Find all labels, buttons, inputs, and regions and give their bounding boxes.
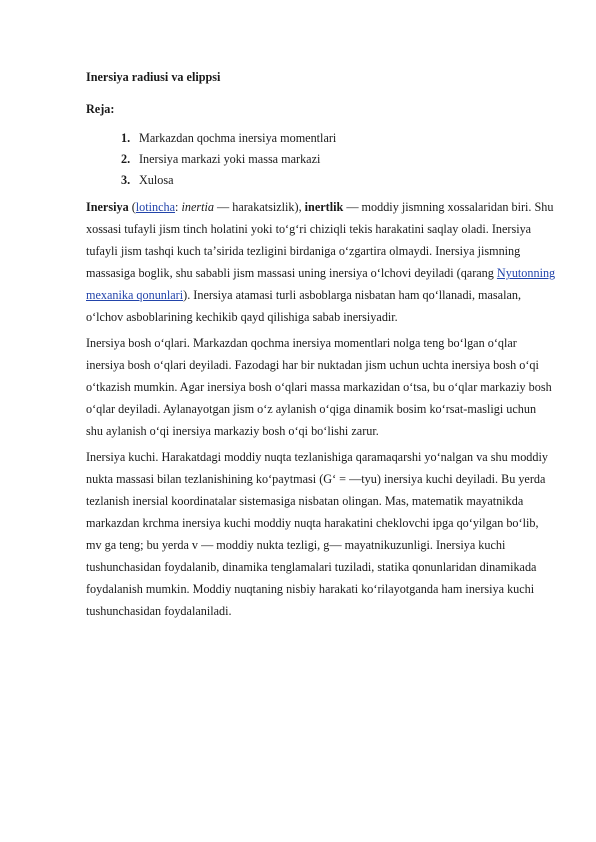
lotincha-link[interactable]: lotincha [135,200,176,214]
gloss-text: — harakatsizlik), [213,200,305,214]
paragraph-inertial-force: Inersiya kuchi. Harakatdagi moddiy nuqta tezlanishiga qaramaqarshi yoʻnalgan va shu moddiy nukta massasi bilan tezlanishining koʻpaytmasi (Gʻ = —tyu) inersiya kuchi deyiladi. Bu yerda tezlanish inersial koordinatalar sistemasiga nisbatan olingan. Mas, matematik mayatnikda markazdan krchma inersiya kuchi moddiy nuqta harakatini cheklovchi ipga qoʻyilgan boʻlib, mv ga teng; bu yerda v — moddiy nukta tezligi, g— mayatnikuzunligi. Inersiya kuchi tushunchasidan foydalanib, dinamika tenglamalari tuziladi, statika qonunlaridan dinamikada foydalanish mumkin. Moddiy nuqtaning nisbiy harakati koʻrilayotganda ham inersiya kuchi tushunchasidan foydalaniladi. [86,450,548,618]
plan-item-number: 1. [121,131,131,145]
paragraph-inersiya-definition [86,196,556,328]
plan-item-text: Inersiya markazi yoki massa markazi [139,152,321,166]
plan-list [86,128,556,191]
paren-open: ( [128,200,136,214]
paragraph-principal-axes: Inersiya bosh oʻqlari. Markazdan qochma inersiya momentlari nolga teng boʻlgan oʻqlar inersiya bosh oʻqlari deyiladi. Fazodagi har bir nuktadan jism uchun uchta inersiya bosh oʻqi oʻtkazish mumkin. Agar inersiya bosh oʻqlari massa markazidan oʻtsa, bu oʻqlar markaziy bosh oʻqlar deyiladi. Aylanayotgan jism oʻz aylanish oʻqiga dinamik bosim koʻrsat-masligi uchun shu aylanish oʻqi inersiya markaziy bosh oʻqi boʻlishi zarur. [86,336,552,438]
plan-item-text: Markazdan qochma inersiya momentlari [139,131,337,145]
plan-item-text: Xulosa [139,173,174,187]
plan-item-number: 3. [121,173,131,187]
colon: : [175,200,182,214]
plan-item-3 [121,170,556,191]
plan-item-number: 2. [121,152,131,166]
term-inersiya: Inersiya [86,200,129,214]
plan-item-2 [121,149,556,170]
document-title: Inersiya radiusi va elippsi [86,70,221,84]
plan-heading: Reja: [86,102,115,116]
latin-word: inertia [181,200,214,214]
plan-item-1 [121,128,556,149]
newton-laws-link[interactable]: Nyutonning mexanika qonunlari [86,266,556,302]
definition-body: — moddiy jismning xossalaridan biri. Shu xossasi tufayli jism tinch holatini yoki toʻgʻri chiziqli tekis harakatini saqlay oladi. Inersiya tufayli jism tashqi kuch taʼsirida tezligini birdaniga oʻzgartira olmaydi. Inersiya jismning massasiga boglik, shu sababli jism massasi uning inersiya oʻlchovi deyiladi (qarang [86,200,554,280]
definition-tail: ). Inersiya atamasi turli asboblarga nisbatan ham qoʻllanadi, masalan, oʻlchov asboblarining kechikib qayd qilishiga sabab inersiyadir. [86,288,522,324]
term-inertlik: inertlik [304,200,344,214]
